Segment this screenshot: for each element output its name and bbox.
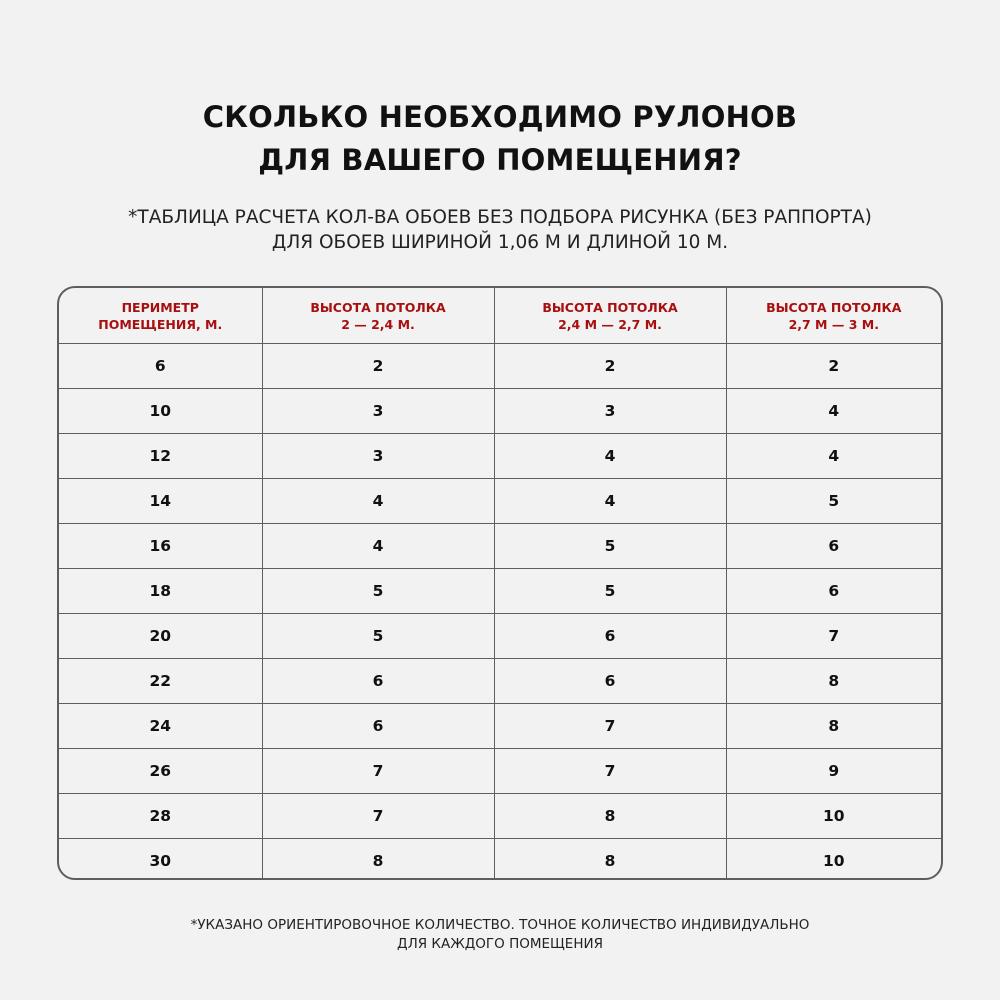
header-label-line: ВЫСОТА ПОТОЛКА [310,299,446,315]
header-label-line: 2 — 2,4 М. [341,316,415,332]
table-header-row [59,288,941,344]
cell-rolls-low: 4 [262,524,494,569]
cell-rolls-low: 7 [262,749,494,794]
cell-rolls-high: 8 [726,659,941,704]
cell-rolls-mid: 6 [494,659,726,704]
cell-rolls-mid: 5 [494,524,726,569]
cell-rolls-high: 9 [726,749,941,794]
cell-perimeter: 12 [59,434,262,479]
table-row [59,569,941,614]
cell-rolls-low: 2 [262,344,494,389]
header-height-2-7-3 [726,288,941,344]
cell-perimeter: 16 [59,524,262,569]
footnote-line-1: *УКАЗАНО ОРИЕНТИРОВОЧНОЕ КОЛИЧЕСТВО. ТОЧНОЕ КОЛИЧЕСТВО ИНДИВИДУАЛЬНО [190,917,810,933]
cell-perimeter: 28 [59,794,262,839]
header-label-line: ПОМЕЩЕНИЯ, М. [98,316,223,332]
cell-rolls-high: 8 [726,704,941,749]
page-title-line-2: ДЛЯ ВАШЕГО ПОМЕЩЕНИЯ? [258,143,742,177]
rolls-table [59,288,941,880]
cell-rolls-high: 4 [726,434,941,479]
cell-rolls-low: 6 [262,704,494,749]
cell-rolls-mid: 7 [494,749,726,794]
table-row [59,794,941,839]
cell-perimeter: 10 [59,389,262,434]
page-subtitle-line-1: *ТАБЛИЦА РАСЧЕТА КОЛ-ВА ОБОЕВ БЕЗ ПОДБОРА РИСУНКА (БЕЗ РАППОРТА) [128,207,872,228]
cell-rolls-mid: 4 [494,479,726,524]
cell-rolls-low: 6 [262,659,494,704]
cell-perimeter: 20 [59,614,262,659]
cell-perimeter: 6 [59,344,262,389]
table-row [59,659,941,704]
table-row [59,704,941,749]
cell-rolls-high: 10 [726,794,941,839]
header-perimeter [59,288,262,344]
cell-perimeter: 24 [59,704,262,749]
header-label-line: ВЫСОТА ПОТОЛКА [766,299,902,315]
cell-rolls-low: 3 [262,434,494,479]
cell-rolls-high: 6 [726,569,941,614]
cell-rolls-low: 8 [262,839,494,881]
cell-rolls-mid: 2 [494,344,726,389]
cell-rolls-low: 4 [262,479,494,524]
cell-rolls-high: 2 [726,344,941,389]
page-title [0,96,1000,182]
table-row [59,344,941,389]
cell-perimeter: 18 [59,569,262,614]
cell-rolls-low: 5 [262,614,494,659]
cell-rolls-high: 4 [726,389,941,434]
cell-rolls-mid: 7 [494,704,726,749]
cell-rolls-mid: 8 [494,839,726,881]
header-height-2-4-2-7 [494,288,726,344]
cell-rolls-mid: 6 [494,614,726,659]
cell-rolls-mid: 3 [494,389,726,434]
table-row [59,614,941,659]
table-row [59,839,941,881]
page-subtitle-line-2: ДЛЯ ОБОЕВ ШИРИНОЙ 1,06 М И ДЛИНОЙ 10 М. [271,232,729,253]
table-row [59,749,941,794]
table-row [59,389,941,434]
header-label-line: 2,7 М — 3 М. [788,316,879,332]
header-label-line: ПЕРИМЕТР [121,299,199,315]
cell-perimeter: 30 [59,839,262,881]
cell-rolls-high: 5 [726,479,941,524]
table-row [59,479,941,524]
table-row [59,524,941,569]
cell-rolls-mid: 5 [494,569,726,614]
cell-rolls-high: 10 [822,852,845,870]
cell-perimeter: 22 [59,659,262,704]
cell-perimeter: 14 [59,479,262,524]
rolls-table-card [57,286,943,880]
footnote [0,916,1000,954]
header-label-line: 2,4 М — 2,7 М. [558,316,662,332]
cell-rolls-high: 7 [726,614,941,659]
page-title-line-1: СКОЛЬКО НЕОБХОДИМО РУЛОНОВ [202,100,798,134]
cell-rolls-low: 7 [262,794,494,839]
cell-rolls-high: 6 [726,524,941,569]
cell-perimeter: 26 [59,749,262,794]
cell-rolls-mid: 4 [494,434,726,479]
table-row [59,434,941,479]
footnote-line-2: ДЛЯ КАЖДОГО ПОМЕЩЕНИЯ [397,936,603,952]
cell-rolls-low: 5 [262,569,494,614]
header-label-line: ВЫСОТА ПОТОЛКА [542,299,678,315]
cell-rolls-mid: 8 [494,794,726,839]
cell-rolls-low: 3 [262,389,494,434]
page-subtitle [0,205,1000,255]
header-height-2-2-4 [262,288,494,344]
